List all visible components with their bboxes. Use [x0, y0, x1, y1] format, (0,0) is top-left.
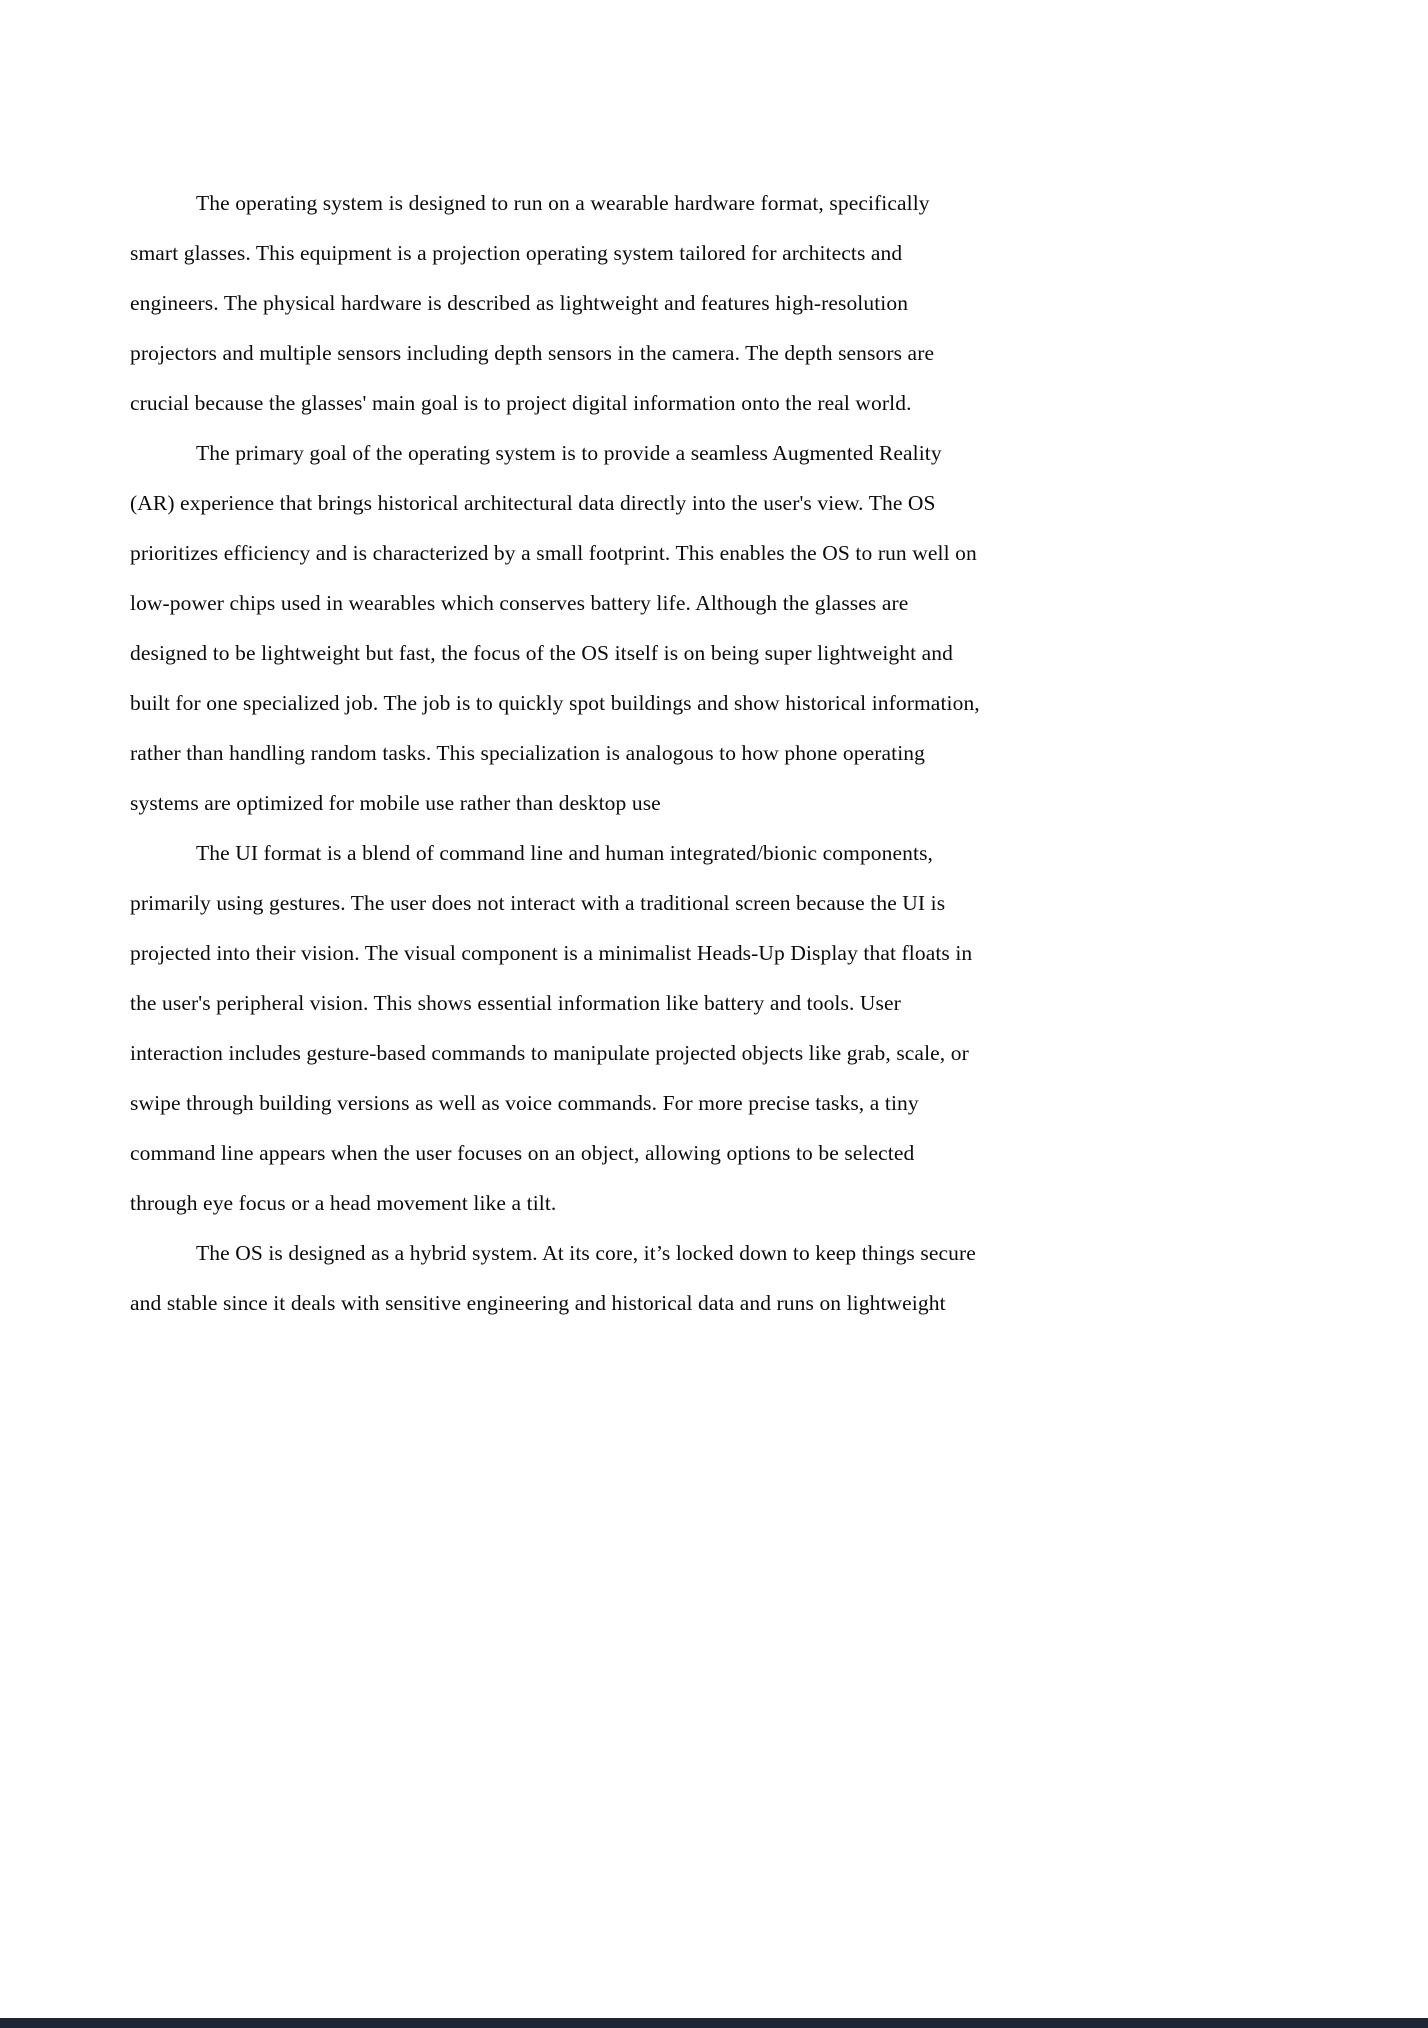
paragraph-hardware-format: The operating system is designed to run on a wearable hardware format, specifically smart glasses. This equipment is a projection operating system tailored for architects and engineers. The physical hardware is described as lightweight and features high-resolution projectors and multiple sensors including depth sensors in the camera. The depth sensors are crucial because the glasses' main goal is to project digital information onto the real world.: [130, 191, 935, 415]
document-text-body: [130, 178, 980, 1328]
paragraph-ui-format: The UI format is a blend of command line and human integrated/bionic components, primarily using gestures. The user does not interact with a traditional screen because the UI is projected into their vision. The visual component is a minimalist Heads-Up Display that floats in the user's peripheral vision. This shows essential information like battery and tools. User interaction includes gesture-based commands to manipulate projected objects like grab, scale, or swipe through building versions as well as voice commands. For more precise tasks, a tiny command line appears when the user focuses on an object, allowing options to be selected through eye focus or a head movement like a tilt.: [130, 841, 973, 1215]
paragraph-hybrid-system: The OS is designed as a hybrid system. At its core, it’s locked down to keep things secure and stable since it deals with sensitive engineering and historical data and runs on lightweight: [130, 1241, 976, 1315]
window-bottom-edge: [0, 2018, 1428, 2028]
paragraph-primary-goal: The primary goal of the operating system is to provide a seamless Augmented Reality (AR) experience that brings historical architectural data directly into the user's view. The OS prioritizes efficiency and is characterized by a small footprint. This enables the OS to run well on low-power chips used in wearables which conserves battery life. Although the glasses are designed to be lightweight but fast, the focus of the OS itself is on being super lightweight and built for one specialized job. The job is to quickly spot buildings and show historical information, rather than handling random tasks. This specialization is analogous to how phone operating systems are optimized for mobile use rather than desktop use: [130, 441, 980, 815]
